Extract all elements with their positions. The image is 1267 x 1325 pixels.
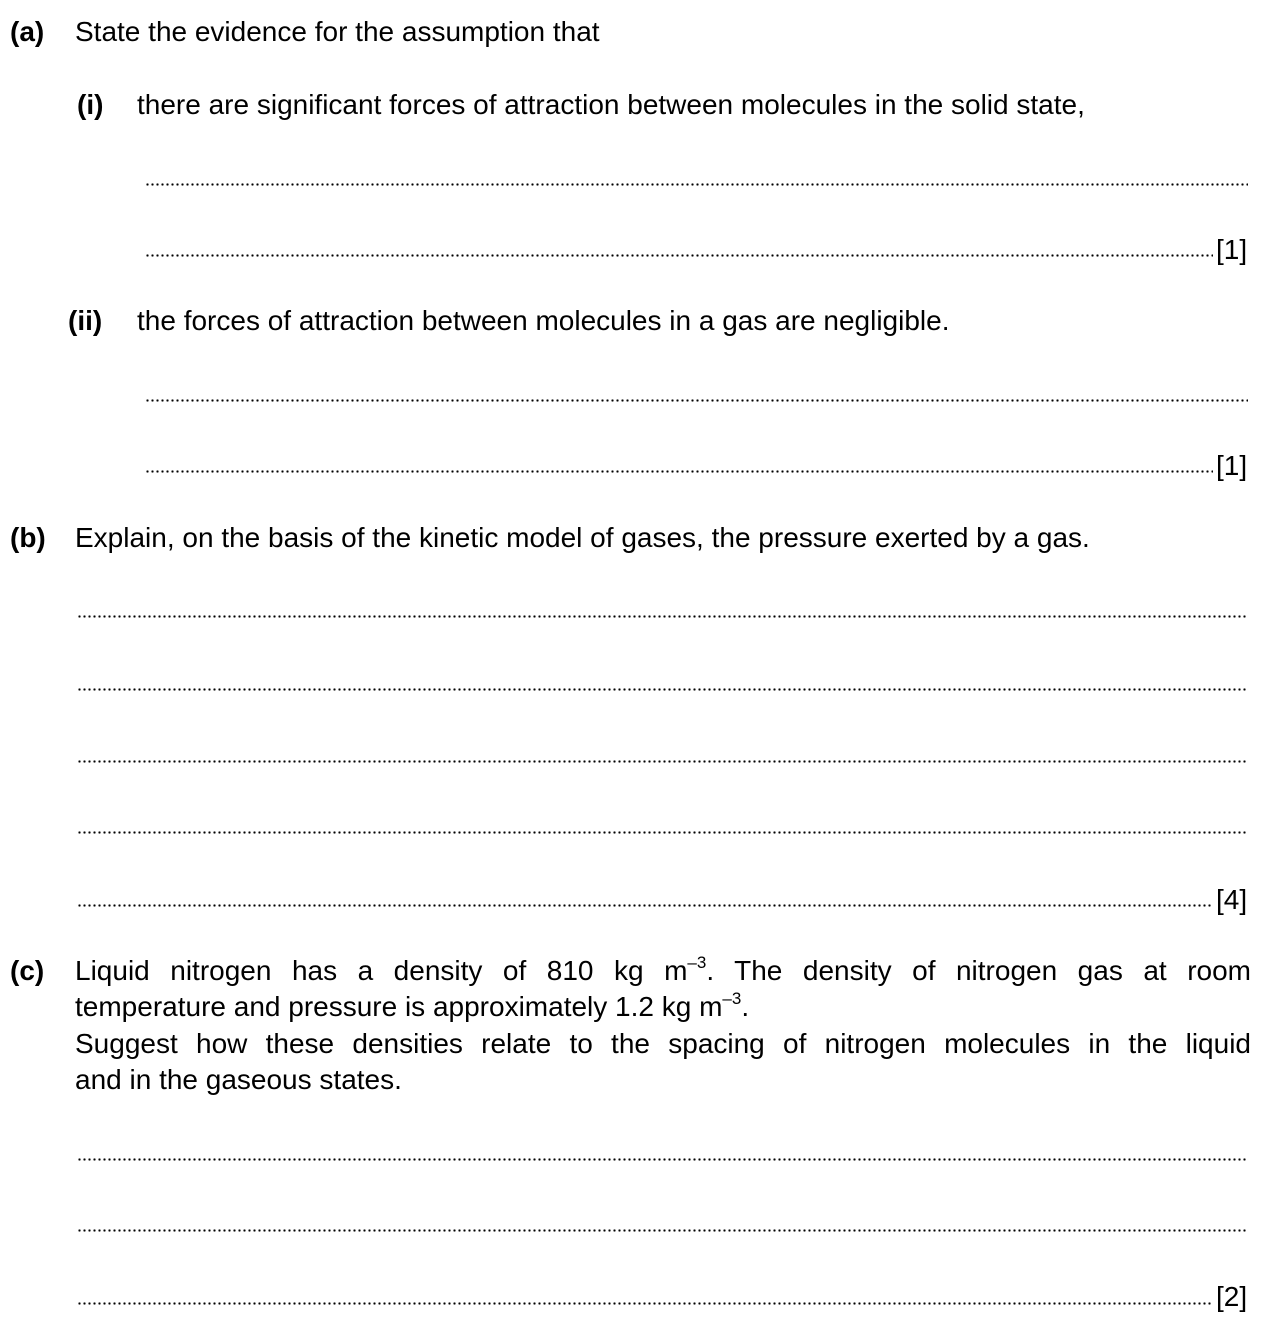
text-segment: Liquid nitrogen has a density of 810 kg m [75, 955, 688, 986]
answer-line[interactable] [77, 1302, 1213, 1305]
part-b-text: Explain, on the basis of the kinetic model of gases, the pressure exerted by a gas. [75, 522, 1090, 553]
answer-line[interactable] [77, 1158, 1248, 1161]
part-a-i-label: (i) [77, 89, 104, 120]
part-c-line-4: and in the gaseous states. [75, 1064, 402, 1095]
superscript: –3 [687, 953, 707, 972]
text-segment: temperature and pressure is approximately 1.2 kg m [75, 991, 723, 1022]
text-segment: . The density of nitrogen gas at room [706, 955, 1251, 986]
text-segment: . [741, 991, 750, 1022]
part-c-line-1 [75, 955, 1251, 987]
part-c-line-2 [75, 991, 749, 1023]
answer-line[interactable] [145, 399, 1248, 402]
part-a-ii-text: the forces of attraction between molecules in a gas are negligible. [137, 305, 950, 336]
superscript: –3 [722, 989, 742, 1008]
mark-allocation: [1] [1216, 450, 1248, 481]
part-b-label: (b) [10, 522, 46, 553]
mark-allocation: [1] [1216, 234, 1248, 265]
mark-allocation: [2] [1216, 1281, 1248, 1312]
answer-line[interactable] [77, 615, 1248, 618]
answer-line[interactable] [145, 254, 1213, 257]
answer-line[interactable] [77, 831, 1248, 834]
mark-allocation: [4] [1216, 884, 1248, 915]
answer-line[interactable] [77, 688, 1248, 691]
part-a-i-text: there are significant forces of attraction between molecules in the solid state, [137, 89, 1085, 120]
answer-line[interactable] [145, 470, 1213, 473]
answer-line[interactable] [77, 1229, 1248, 1232]
part-a-label: (a) [10, 16, 45, 47]
answer-line[interactable] [145, 183, 1248, 186]
part-c-line-3: Suggest how these densities relate to the spacing of nitrogen molecules in the liquid [75, 1028, 1251, 1059]
part-c-label: (c) [10, 955, 45, 986]
answer-line[interactable] [77, 904, 1213, 907]
answer-line[interactable] [77, 760, 1248, 763]
part-a-ii-label: (ii) [68, 305, 103, 336]
part-a-stem: State the evidence for the assumption that [75, 16, 600, 47]
